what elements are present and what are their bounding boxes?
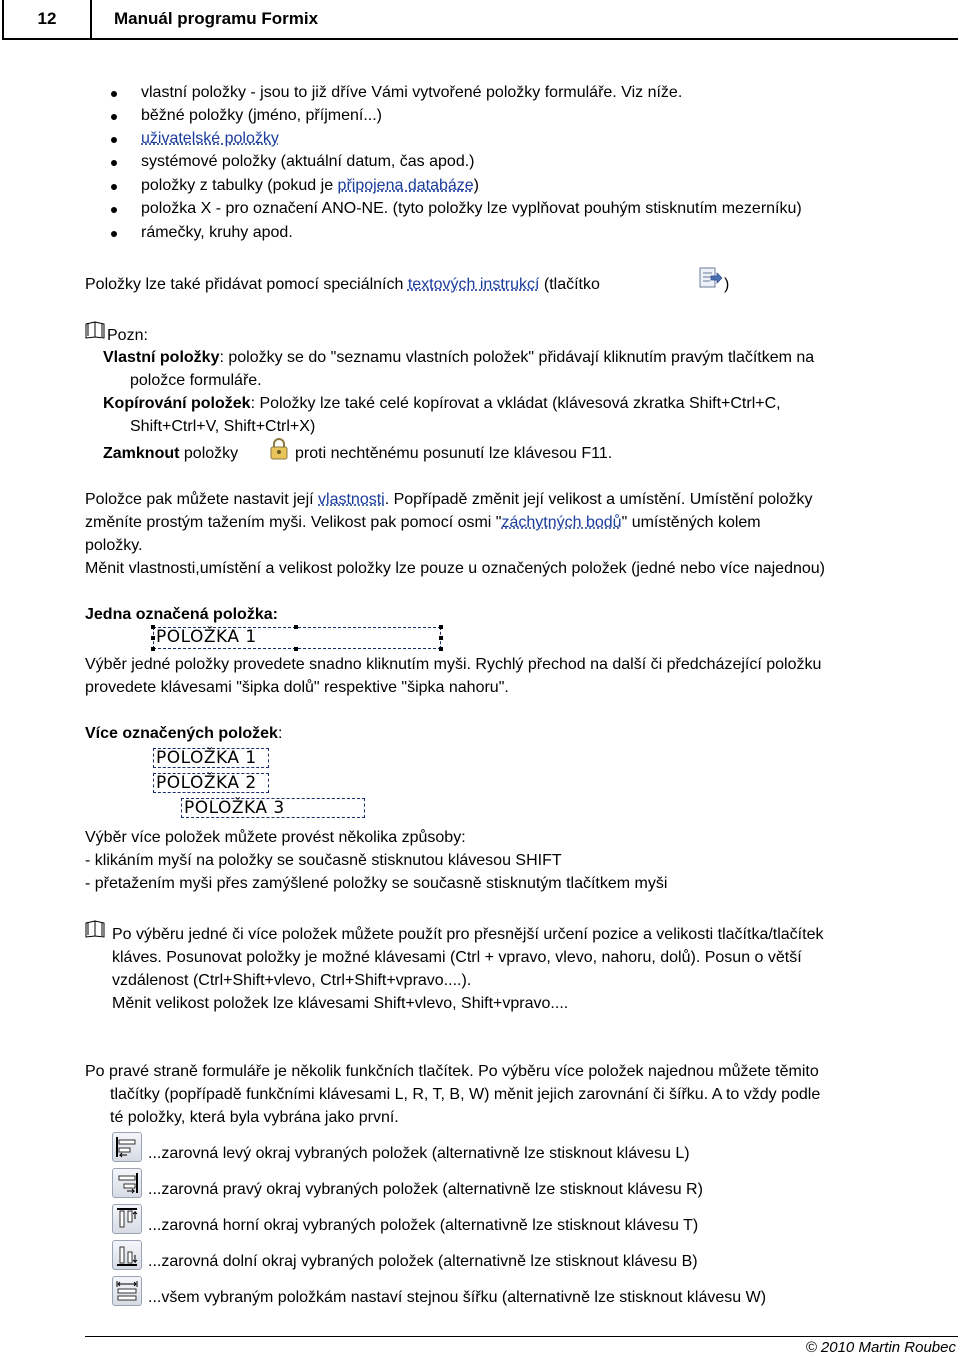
lock-icon <box>268 437 290 461</box>
bullet-dot <box>111 91 117 97</box>
paragraph-text: Položky lze také přidávat pomocí speciálních <box>85 276 408 293</box>
item-label: POLOŽKA 3 <box>184 798 285 818</box>
bullet-dot <box>111 137 117 143</box>
paragraph-text: - klikáním myší na položky se současně stisknutou klávesou SHIFT <box>85 852 562 869</box>
paragraph-text: té položky, která byla vybrána jako první. <box>110 1109 399 1126</box>
paragraph-text: ) <box>724 276 730 293</box>
paragraph-text: Po pravé straně formuláře je několik funkčních tlačítek. Po výběru více položek najednou můžete těmito <box>85 1063 819 1080</box>
selected-item-sample <box>153 773 269 793</box>
align-description: ...zarovná pravý okraj vybraných položek (alternativně lze stisknout klávesu R) <box>148 1181 703 1198</box>
same-width-icon[interactable] <box>112 1276 142 1306</box>
note-bold: Zamknout <box>103 445 180 462</box>
list-item: běžné položky (jméno, příjmení...) <box>141 107 382 124</box>
selected-item-sample <box>153 627 441 649</box>
footer-copyright: © 2010 Martin Roubec <box>805 1339 956 1356</box>
database-link[interactable]: připojena databáze <box>337 177 474 194</box>
properties-line <box>85 514 761 532</box>
align-description: ...zarovná levý okraj vybraných položek (alternativně lze stisknout klávesu L) <box>148 1145 690 1162</box>
text-instructions-link[interactable]: textových instrukcí <box>407 276 540 293</box>
note-line <box>103 349 814 367</box>
note-line <box>103 445 238 463</box>
note-bold: Kopírování položek <box>103 395 251 412</box>
resize-handle <box>439 625 443 629</box>
title-text: Manuál programu Formix <box>114 9 319 28</box>
note-text: položky <box>179 445 239 462</box>
item-label: POLOŽKA 2 <box>156 773 257 793</box>
paragraph-text: (tlačítko <box>539 276 600 293</box>
properties-line: Měnit vlastnosti,umístění a velikost položky lze pouze u označených položek (jedné nebo více najednou) <box>85 560 825 577</box>
properties-link[interactable]: vlastnosti <box>318 491 385 508</box>
selected-item-sample <box>181 798 365 818</box>
resize-handle <box>151 636 155 640</box>
tip-line: kláves. Posunovat položky je možné klávesami (Ctrl + vpravo, vlevo, nahoru, dolů). Posun o větší <box>112 949 802 966</box>
resize-handle <box>439 647 443 651</box>
bullet-dot <box>111 231 117 237</box>
align-description: ...zarovná dolní okraj vybraných položek (alternativně lze stisknout klávesu B) <box>148 1253 698 1270</box>
item-label: POLOŽKA 1 <box>156 627 257 647</box>
note-line: Shift+Ctrl+V, Shift+Ctrl+X) <box>130 418 316 435</box>
user-items-link[interactable]: uživatelské položky <box>141 130 279 147</box>
paragraph-text: - přetažením myši přes zamýšlené položky se současně stisknutým tlačítkem myši <box>85 875 668 892</box>
heading-bold: Více označených položek <box>85 725 278 742</box>
note-text: : Položky lze také celé kopírovat a vkládat (klávesová zkratka Shift+Ctrl+C, <box>250 395 781 412</box>
resize-handle <box>439 636 443 640</box>
list-item: položka X - pro označení ANO-NE. (tyto položky lze vyplňovat pouhým stisknutím mezerníku) <box>141 200 802 217</box>
align-left-icon[interactable] <box>112 1132 142 1162</box>
list-item-text: položky z tabulky (pokud je <box>141 177 338 194</box>
note-text: : položky se do "seznamu vlastních položek" přidávají kliknutím pravým tlačítkem na <box>219 349 815 366</box>
align-description: ...zarovná horní okraj vybraných položek (alternativně lze stisknout klávesu T) <box>148 1217 699 1234</box>
instructions-paragraph <box>85 276 600 294</box>
properties-line: položky. <box>85 537 143 554</box>
paragraph-text: . Popřípadě změnit její velikost a umístění. Umístění položky <box>384 491 813 508</box>
list-item-text: ) <box>473 177 479 194</box>
multi-selection-heading <box>85 725 282 743</box>
align-top-icon[interactable] <box>112 1204 142 1234</box>
list-item: systémové položky (aktuální datum, čas apod.) <box>141 153 475 170</box>
single-selection-heading: Jedna označená položka: <box>85 606 278 623</box>
page-title <box>92 0 958 40</box>
bullet-dot <box>111 114 117 120</box>
heading-colon: : <box>277 725 283 742</box>
bullet-dot <box>111 184 117 190</box>
align-right-icon[interactable] <box>112 1168 142 1198</box>
align-bottom-icon[interactable] <box>112 1240 142 1270</box>
list-item: vlastní položky - jsou to již dříve Vámi vytvořené položky formuláře. Viz níže. <box>141 84 683 101</box>
resize-handle <box>294 625 298 629</box>
paragraph-text: provedete klávesami "šipka dolů" respektive "šipka nahoru". <box>85 679 509 696</box>
note-label: Pozn: <box>107 327 148 344</box>
paragraph-text: Výběr více položek můžete provést několika způsoby: <box>85 829 466 846</box>
resize-handle <box>294 647 298 651</box>
resize-handle <box>151 647 155 651</box>
book-note-icon <box>85 321 107 339</box>
bullet-dot <box>111 207 117 213</box>
tip-line: vzdálenost (Ctrl+Shift+vlevo, Ctrl+Shift+vpravo....). <box>112 972 472 989</box>
page-number: 12 <box>2 0 92 40</box>
handles-link[interactable]: záchytných bodů <box>501 514 622 531</box>
paragraph-text: " umístěných kolem <box>621 514 761 531</box>
paragraph-text: změníte prostým tažením myši. Velikost pak pomocí osmi " <box>85 514 502 531</box>
tip-line: Měnit velikost položek lze klávesami Shift+vlevo, Shift+vpravo.... <box>112 995 569 1012</box>
resize-handle <box>151 625 155 629</box>
item-label: POLOŽKA 1 <box>156 748 257 768</box>
align-description: ...všem vybraným položkám nastaví stejnou šířku (alternativně lze stisknout klávesu W) <box>148 1289 767 1306</box>
bullet-dot <box>111 160 117 166</box>
book-note-icon <box>85 920 107 938</box>
note-text: proti nechtěnému posunutí lze klávesou F11. <box>295 445 613 462</box>
text-instruction-button-icon <box>699 266 723 290</box>
paragraph-text: tlačítky (popřípadě funkčními klávesami L, R, T, B, W) měnit jejich zarovnání či šířku. A to vždy podle <box>110 1086 821 1103</box>
list-item <box>141 177 479 195</box>
tip-line: Po výběru jedné či více položek můžete použít pro přesnější určení pozice a velikosti tlačítka/tlačítek <box>112 926 824 943</box>
footer-divider <box>85 1336 958 1337</box>
note-line <box>103 395 781 413</box>
selected-item-sample <box>153 748 269 768</box>
properties-line <box>85 491 812 509</box>
note-bold: Vlastní položky <box>103 349 220 366</box>
paragraph-text: Položce pak můžete nastavit její <box>85 491 319 508</box>
paragraph-text: Výběr jedné položky provedete snadno kliknutím myši. Rychlý přechod na další či předcházející položku <box>85 656 822 673</box>
note-line: položce formuláře. <box>130 372 262 389</box>
list-item: rámečky, kruhy apod. <box>141 224 293 241</box>
